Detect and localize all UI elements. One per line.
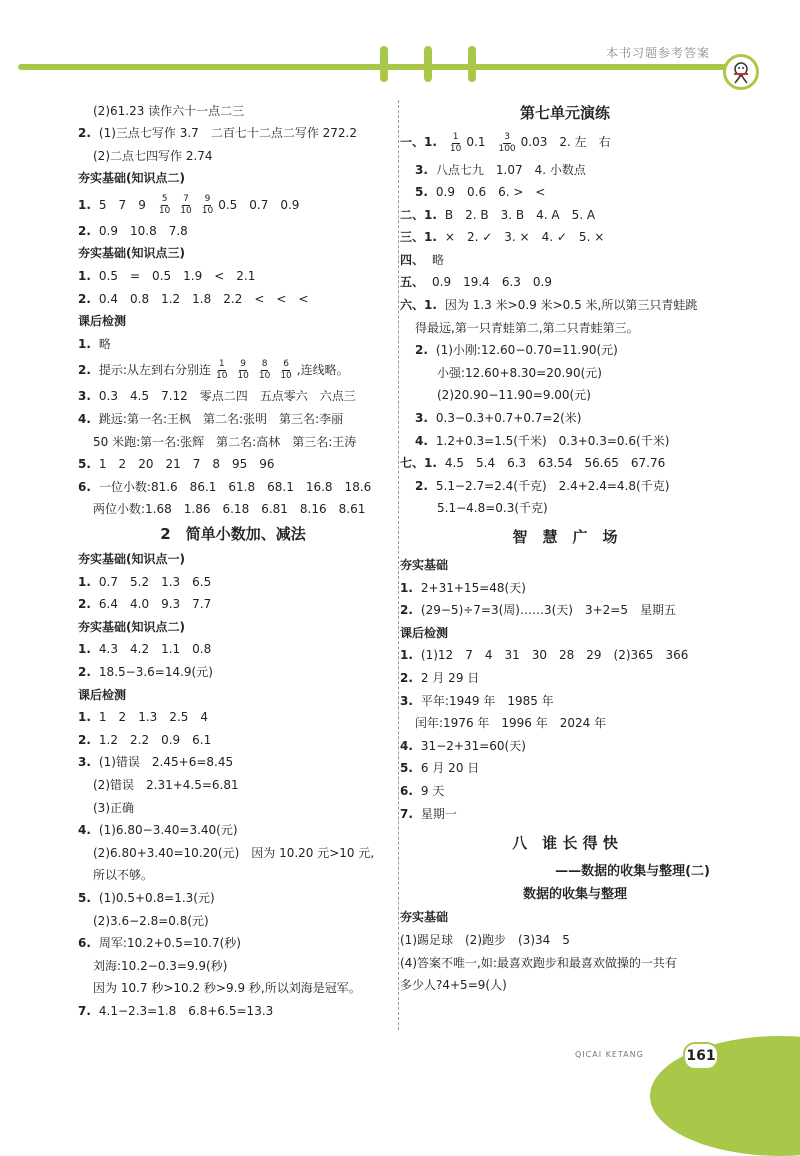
answer-line: 1. (1)12 7 4 31 30 28 29 (2)365 366 <box>400 648 689 663</box>
answer-line: 三、1. × 2. ✓ 3. × 4. ✓ 5. × <box>400 230 605 245</box>
answer-line: (2)3.6−2.8=0.8(元) <box>93 913 209 928</box>
answer-line: 2. 提示:从左到右分别连 $\frac{1}{10}$ $\frac{9}{10}$ $\frac{8}{10}$ $\frac{6}{10}$ ,连线略。 <box>78 359 349 382</box>
answer-line: (2)61.23 读作六十一点二三 <box>93 103 245 118</box>
header-bead <box>380 46 388 82</box>
right-column <box>400 100 730 997</box>
fraction: $\frac{1}{10}$ <box>449 131 462 154</box>
answer-line: 2. (1)三点七写作 3.7 二百七十二点二写作 272.2 <box>78 126 357 141</box>
answer-line: 5. 6 月 20 日 <box>400 761 480 776</box>
answer-line: 1. 0.7 5.2 1.3 6.5 <box>78 574 212 589</box>
answer-line: (4)答案不唯一,如:最喜欢跑步和最喜欢做操的一共有 <box>400 955 677 970</box>
answer-line: 5. 0.9 0.6 6. > < <box>415 185 546 200</box>
answer-line: 1. 1 2 1.3 2.5 4 <box>78 710 208 725</box>
answer-line: 1. 5 7 9 $\frac{5}{10}$ $\frac{7}{10}$ $\frac{9}{10}$ 0.5 0.7 0.9 <box>78 193 300 216</box>
footer-brand: QICAI KETANG <box>575 1050 644 1059</box>
fraction: $\frac{3}{100}$ <box>498 131 516 154</box>
answer-line: 5. (1)0.5+0.8=1.3(元) <box>78 890 215 905</box>
answer-line: 二、1. B 2. B 3. B 4. A 5. A <box>400 207 596 222</box>
answer-line: 一、1. $\frac{1}{10}$ 0.1 $\frac{3}{100}$ 0.03 2. 左 右 <box>400 131 611 154</box>
answer-line: 2. 5.1−2.7=2.4(千克) 2.4+2.4=4.8(千克) <box>415 478 670 493</box>
section-heading: 夯实基础(知识点三) <box>78 246 185 261</box>
answer-line: 6. 9 天 <box>400 783 445 798</box>
answer-line: 六、1. 因为 1.3 米>0.9 米>0.5 米,所以第三只青蛙跳 <box>400 298 698 313</box>
section-subtitle: ——数据的收集与整理(二) <box>555 864 710 880</box>
answer-line: 2. 18.5−3.6=14.9(元) <box>78 664 213 679</box>
answer-line: 五、 0.9 19.4 6.3 0.9 <box>400 275 552 290</box>
answer-line: 得最远,第一只青蛙第二,第二只青蛙第三。 <box>415 320 639 335</box>
answer-line: (2)6.80+3.40=10.20(元) 因为 10.20 元>10 元, <box>93 845 375 860</box>
fraction: $\frac{8}{10}$ <box>258 359 271 382</box>
answer-line: 小强:12.60+8.30=20.90(元) <box>437 365 602 380</box>
section-subtitle: 数据的收集与整理 <box>522 887 627 903</box>
section-title: 2 简单小数加、减法 <box>160 525 306 544</box>
header-bead <box>468 46 476 82</box>
section-title: 智 慧 广 场 <box>512 527 618 546</box>
column-divider <box>398 100 399 1030</box>
fraction: $\frac{9}{10}$ <box>237 359 249 382</box>
answer-line: (2)20.90−11.90=9.00(元) <box>437 388 591 403</box>
answer-line: 2. 2 月 29 日 <box>400 670 480 685</box>
section-heading: 课后检测 <box>78 314 127 329</box>
answer-line: 3. 0.3 4.5 7.12 零点二四 五点零六 六点三 <box>78 389 356 404</box>
answer-line: (1)踢足球 (2)跑步 (3)34 5 <box>400 932 570 947</box>
answer-line: 所以不够。 <box>93 868 154 883</box>
answer-line: 7. 星期一 <box>400 806 457 821</box>
section-heading: 夯实基础(知识点二) <box>78 619 185 634</box>
section-heading: 夯实基础(知识点一) <box>78 552 185 566</box>
page-number: 161 <box>683 1042 719 1070</box>
answer-line: 3. 平年:1949 年 1985 年 <box>400 693 554 708</box>
fraction: $\frac{6}{10}$ <box>280 359 292 382</box>
answer-line: 四、 略 <box>400 252 445 267</box>
answer-line: 50 米跑:第一名:张辉 第二名:高林 第三名:王涛 <box>93 434 357 449</box>
answer-line: 刘海:10.2−0.3=9.9(秒) <box>93 958 228 973</box>
answer-line: 七、1. 4.5 5.4 6.3 63.54 56.65 67.76 <box>400 456 666 471</box>
footer-decoration <box>650 1036 800 1156</box>
answer-line: (2)二点七四写作 2.74 <box>93 148 213 163</box>
section-heading: 课后检测 <box>78 687 127 702</box>
answer-line: 3. 八点七九 1.07 4. 小数点 <box>415 162 586 177</box>
answer-line: 3. 0.3−0.3+0.7+0.7=2(米) <box>415 411 582 426</box>
answer-line: 4. 1.2+0.3=1.5(千米) 0.3+0.3=0.6(千米) <box>415 433 670 448</box>
answer-line: 2. (29−5)÷7=3(周)……3(天) 3+2=5 星期五 <box>400 603 676 618</box>
fraction: $\frac{5}{10}$ <box>158 193 171 216</box>
header-rule <box>18 64 730 70</box>
answer-line: 2. (1)小刚:12.60−0.70=11.90(元) <box>415 343 618 358</box>
section-heading: 夯实基础 <box>400 558 449 572</box>
section-heading: 夯实基础 <box>400 910 449 925</box>
answer-line: 5.1−4.8=0.3(千克) <box>437 501 548 516</box>
answer-line: 2. 6.4 4.0 9.3 7.7 <box>78 597 212 612</box>
section-title: 八 谁 长 得 快 <box>512 833 618 852</box>
mascot-icon <box>723 54 759 90</box>
answer-line: 两位小数:1.68 1.86 6.18 6.81 8.16 8.61 <box>93 502 366 517</box>
answer-line: 因为 10.7 秒>10.2 秒>9.9 秒,所以刘海是冠军。 <box>93 981 361 996</box>
section-title: 第七单元演练 <box>519 103 610 122</box>
left-column <box>78 100 388 1023</box>
header-title: 本书习题参考答案 <box>606 46 711 60</box>
answer-line: 6. 一位小数:81.6 86.1 61.8 68.1 16.8 18.6 <box>78 479 372 494</box>
answer-line: 3. (1)错误 2.45+6=8.45 <box>78 755 234 770</box>
answer-line: 多少人?4+5=9(人) <box>400 978 507 993</box>
fraction: $\frac{7}{10}$ <box>180 193 192 216</box>
header-bead <box>424 46 432 82</box>
section-heading: 课后检测 <box>400 625 449 640</box>
answer-line: 7. 4.1−2.3=1.8 6.8+6.5=13.3 <box>78 1003 274 1018</box>
answer-line: 1. 0.5 = 0.5 1.9 < 2.1 <box>78 269 256 284</box>
answer-line: 4. 31−2+31=60(天) <box>400 738 526 753</box>
answer-line: 2. 1.2 2.2 0.9 6.1 <box>78 732 212 747</box>
answer-line: 1. 2+31+15=48(天) <box>400 580 526 595</box>
fraction: $\frac{1}{10}$ <box>215 359 228 382</box>
answer-line: 2. 0.4 0.8 1.2 1.8 2.2 < < < <box>78 291 309 306</box>
fraction: $\frac{9}{10}$ <box>201 193 214 216</box>
answer-line: 4. 跳远:第一名:王枫 第二名:张明 第三名:李丽 <box>78 412 344 427</box>
answer-line: (2)错误 2.31+4.5=6.81 <box>93 777 239 792</box>
answer-line: 1. 4.3 4.2 1.1 0.8 <box>78 642 212 657</box>
answer-line: 1. 略 <box>78 336 111 351</box>
answer-line: 6. 周军:10.2+0.5=10.7(秒) <box>78 936 241 951</box>
answer-line: (3)正确 <box>93 800 134 815</box>
answer-line: 2. 0.9 10.8 7.8 <box>78 223 188 238</box>
answer-line: 闰年:1976 年 1996 年 2024 年 <box>415 716 607 731</box>
answer-line: 5. 1 2 20 21 7 8 95 96 <box>78 457 275 472</box>
answer-line: 4. (1)6.80−3.40=3.40(元) <box>78 823 238 838</box>
section-heading: 夯实基础(知识点二) <box>78 171 185 186</box>
